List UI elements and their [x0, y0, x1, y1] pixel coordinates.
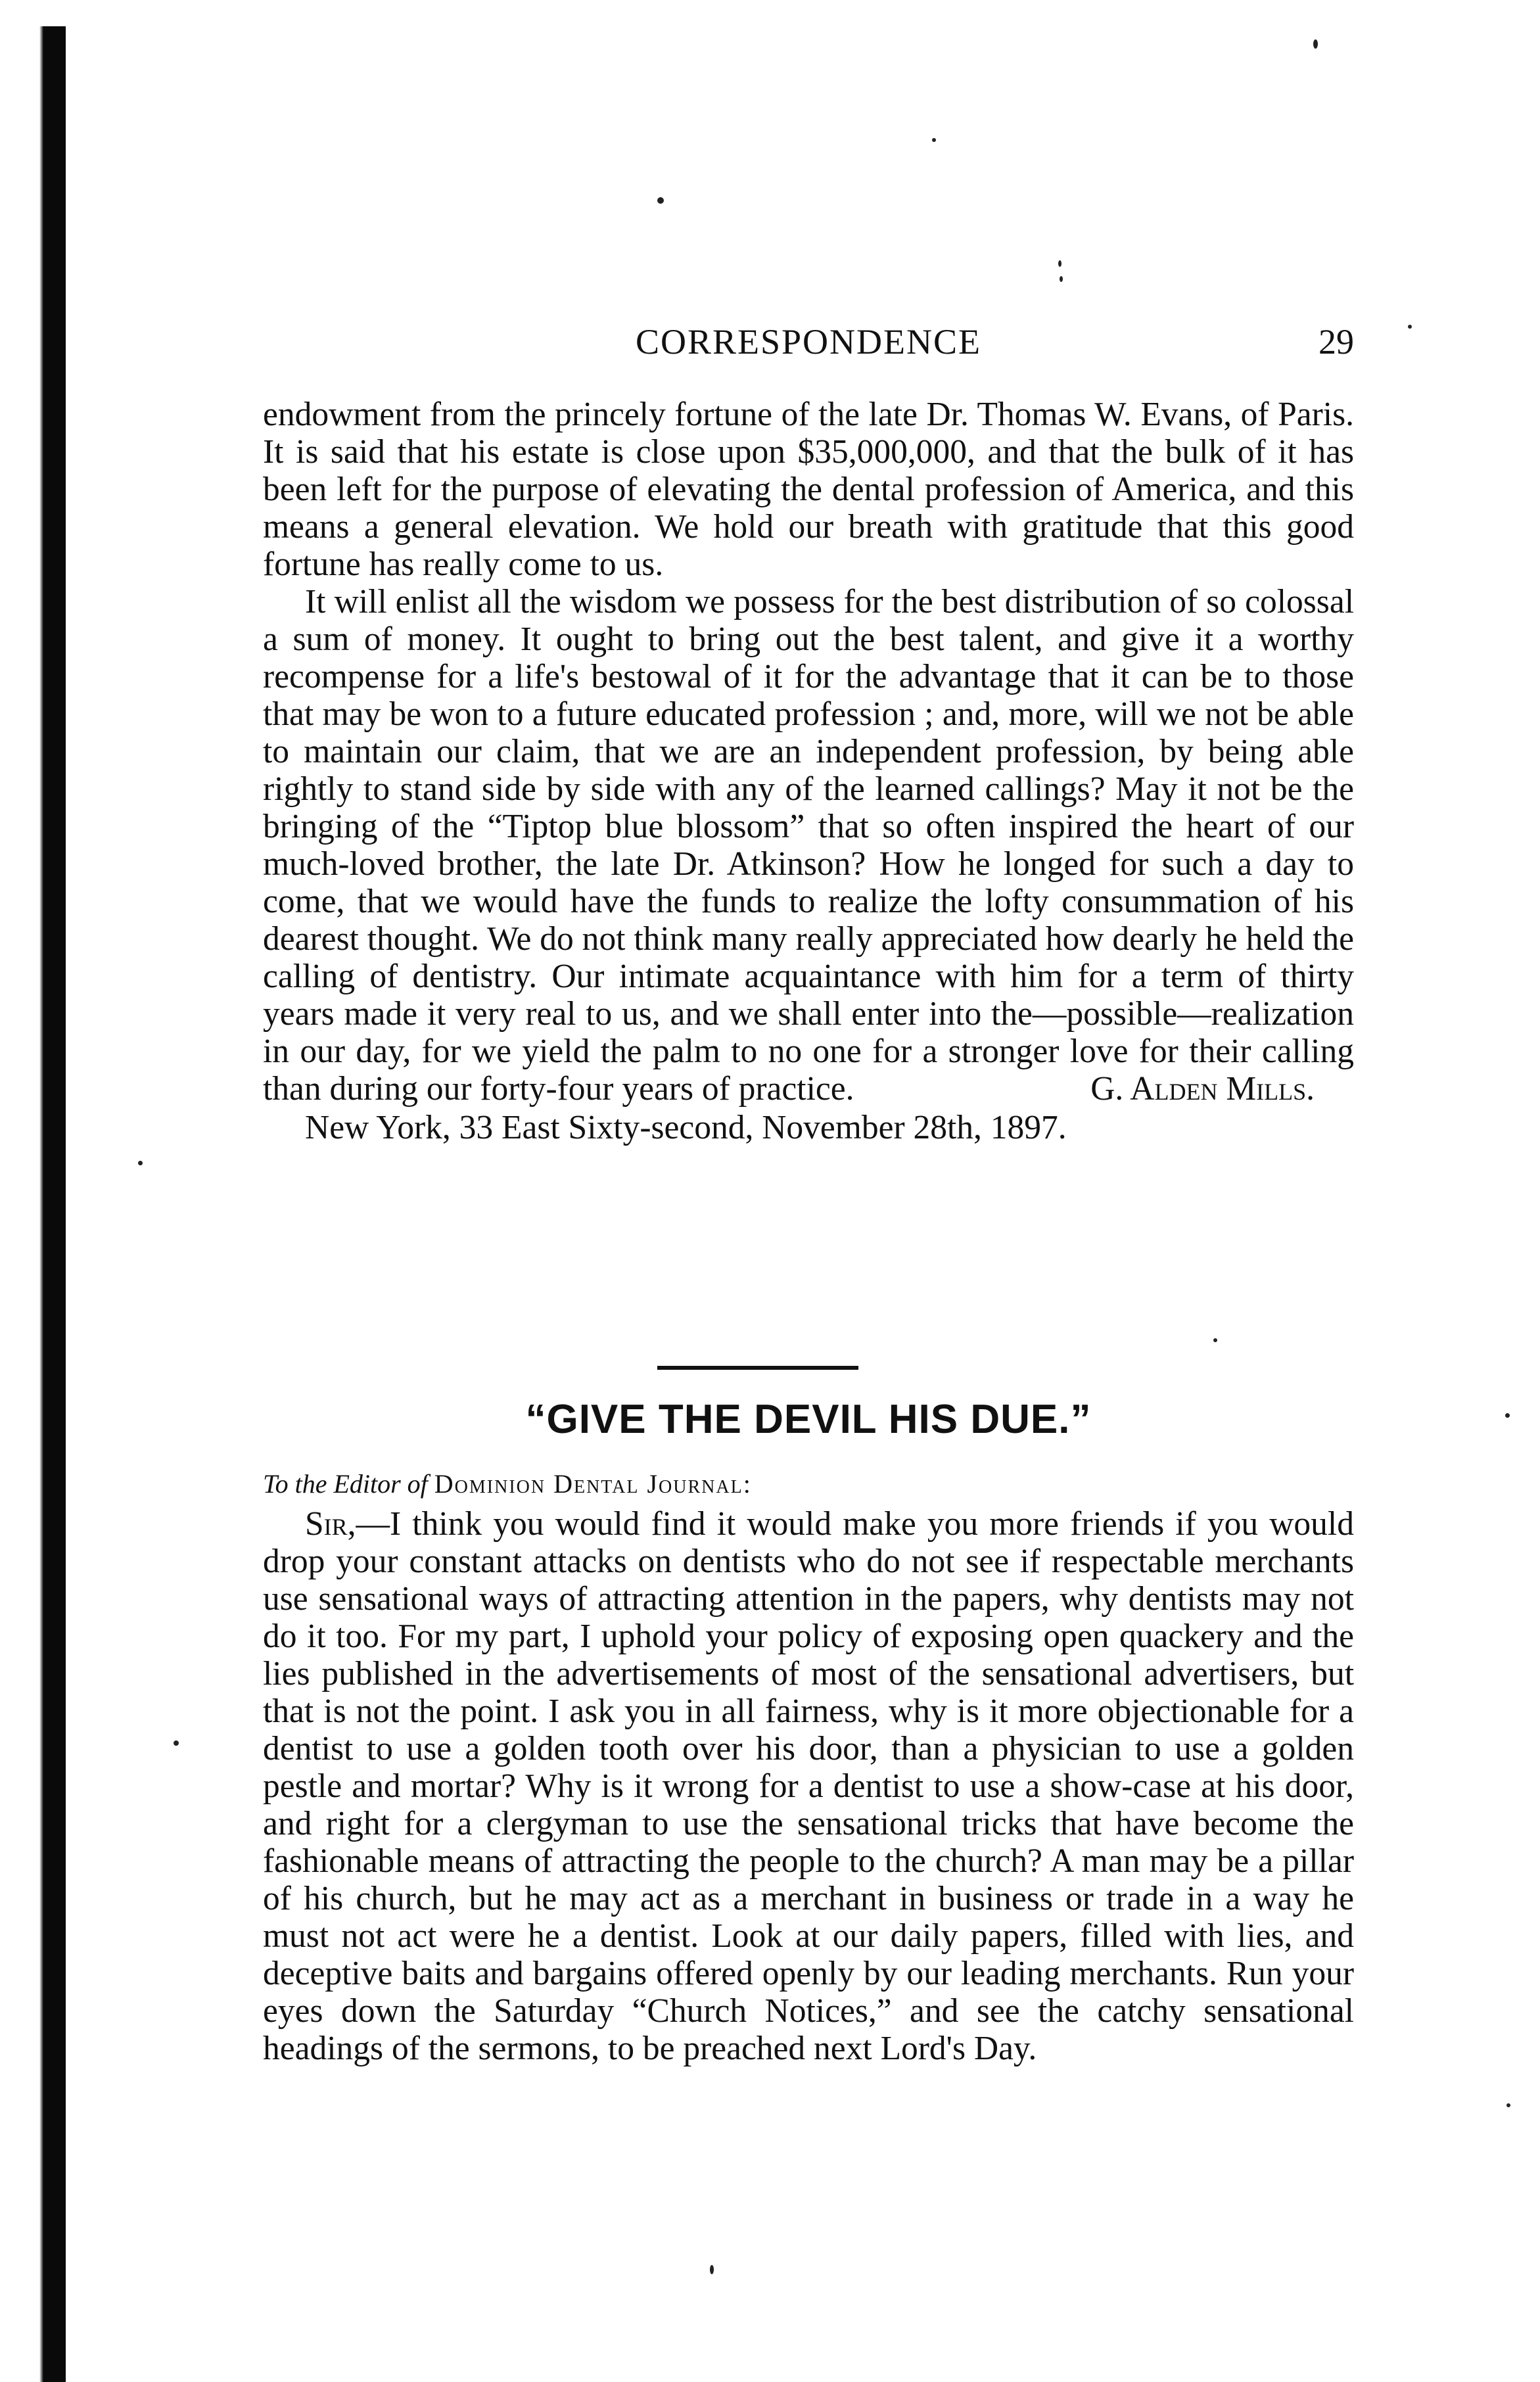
letter-address: [263, 1464, 752, 1504]
dateline: New York, 33 East Sixty-second, November 28th, 1897.: [305, 1109, 1067, 1146]
paragraph-text: —I think you would find it would make you more friends if you would drop your constant attacks on dentists who do not see if respectable merchants use sensational ways of attracting attention in the papers, why dentists may not do it too. For my part, I uphold your policy of exposing open quackery and the lies published in the advertisements of most of the sensational advertisers, but that is not the point. I ask you in all fairness, why is it more objectionable for a dentist to use a golden tooth over his door, than a physician to use a golden pestle and mortar? Why is it wrong for a dentist to use a show-case at his door, and right for a clergyman to use the sensational tricks that have become the fashionable means of attracting the people to the church? A man may be a pillar of his church, but he may act as a merchant in business or trade in a way he must not act were he a dentist. Look at our daily papers, filled with lies, and deceptive baits and bargains offered openly by our leading merchants. Run your eyes down the Saturday “Church Notices,” and see the catchy sensational headings of the sermons, to be preached next Lord's Day.: [263, 1505, 1354, 2067]
article-heading: “GIVE THE DEVIL HIS DUE.”: [525, 1397, 1092, 1442]
body-paragraph: endowment from the princely fortune of the late Dr. Thomas W. Evans, of Paris. It is said that his estate is close upon $35,000,000, and that the bulk of it has been left for the purpose of elevating the dental profession of America, and this means a general elevation. We hold our breath with gratitude that this good fortune has really come to us.: [263, 396, 1354, 583]
letter-continuation: [263, 396, 1354, 1146]
opening-word: Sir,: [305, 1505, 356, 1543]
running-head: [263, 315, 1354, 368]
body-paragraph: [263, 1505, 1354, 2067]
page-number: 29: [1318, 322, 1354, 362]
journal-name: Dominion Dental Journal:: [434, 1469, 752, 1499]
section-divider: [657, 1366, 858, 1370]
letter-body: [263, 1505, 1354, 2067]
signature: G. Alden Mills.: [1090, 1070, 1315, 1108]
page-binding-edge: [0, 26, 66, 2382]
paragraph-text: It will enlist all the wisdom we possess for the best distribution of so colossal a sum of money. It ought to bring out the best talent, and give it a worthy recompense for a life's bestowal of it for the advantage that it can be to those that may be won to a future educated profession ; and, more, will we not be able to maintain our claim, that we are an independent profession, by being able rightly to stand side by side with any of the learned callings? May it not be the bringing of the “Tiptop blue blossom” that so often inspired the heart of our much-loved brother, the late Dr. Atkinson? How he longed for such a day to come, that we would have the funds to realize the lofty consummation of his dearest thought. We do not think many really appreciated how dearly he held the calling of dentistry. Our intimate acquaintance with him for a term of thirty years made it very real to us, and we shall enter into the—possible—realization in our day, for we yield the palm to no one for a stronger love for their calling than during our forty-four years of practice.: [263, 583, 1354, 1108]
salutation: To the Editor of: [263, 1469, 428, 1499]
body-paragraph: [263, 583, 1354, 1108]
running-head-title: CORRESPONDENCE: [635, 322, 982, 362]
